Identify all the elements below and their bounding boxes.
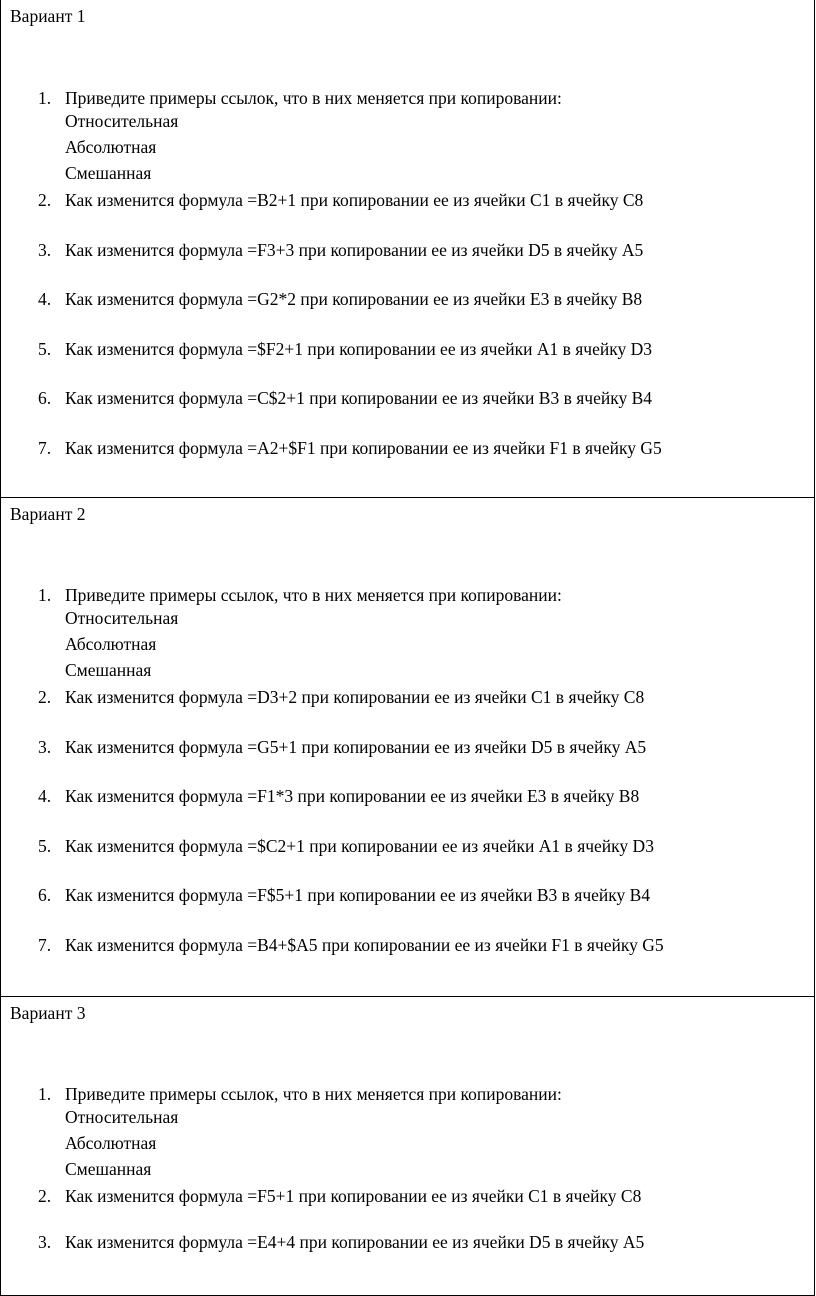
question-number: 3. [38, 240, 52, 260]
variant-2-cell [0, 497, 815, 997]
question-number: 1. [38, 1084, 52, 1104]
question-text: Как изменится формула =B2+1 при копировании ее из ячейки С1 в ячейку С8 [65, 190, 644, 210]
subitem-absolute: Абсолютная [65, 137, 157, 157]
question-text: Приведите примеры ссылок, что в них меняется при копировании: [65, 88, 562, 108]
question-number: 2. [38, 190, 52, 210]
question-text: Как изменится формула =E4+4 при копировании ее из ячейки D5 в ячейку А5 [65, 1232, 645, 1252]
variant-title: Вариант 1 [10, 6, 86, 26]
question-number: 5. [38, 339, 52, 359]
question-text: Как изменится формула =F3+3 при копировании ее из ячейки D5 в ячейку А5 [65, 240, 644, 260]
variant-title: Вариант 3 [10, 1003, 86, 1023]
subitem-mixed: Смешанная [65, 1159, 152, 1179]
question-text: Как изменится формула =$F2+1 при копировании ее из ячейки А1 в ячейку D3 [65, 339, 653, 359]
question-number: 7. [38, 438, 52, 458]
question-text: Как изменится формула =A2+$F1 при копировании ее из ячейки F1 в ячейку G5 [65, 438, 662, 458]
question-text: Как изменится формула =G2*2 при копировании ее из ячейки E3 в ячейку В8 [65, 289, 643, 309]
subitem-absolute: Абсолютная [65, 1133, 157, 1153]
question-text: Как изменится формула =F$5+1 при копировании ее из ячейки В3 в ячейку В4 [65, 885, 651, 905]
question-text: Как изменится формула =$C2+1 при копировании ее из ячейки А1 в ячейку D3 [65, 836, 654, 856]
question-text: Как изменится формула =C$2+1 при копировании ее из ячейки В3 в ячейку В4 [65, 388, 653, 408]
question-number: 4. [38, 289, 52, 309]
question-text: Как изменится формула =F5+1 при копировании ее из ячейки С1 в ячейку С8 [65, 1186, 642, 1206]
question-text: Как изменится формула =G5+1 при копировании ее из ячейки D5 в ячейку А5 [65, 737, 647, 757]
subitem-mixed: Смешанная [65, 660, 152, 680]
question-text: Как изменится формула =F1*3 при копировании ее из ячейки E3 в ячейку В8 [65, 786, 640, 806]
question-number: 6. [38, 885, 52, 905]
question-number: 7. [38, 935, 52, 955]
question-number: 3. [38, 1232, 52, 1252]
question-number: 5. [38, 836, 52, 856]
question-number: 1. [38, 88, 52, 108]
question-number: 1. [38, 585, 52, 605]
question-number: 4. [38, 786, 52, 806]
subitem-mixed: Смешанная [65, 163, 152, 183]
question-number: 2. [38, 1186, 52, 1206]
question-number: 6. [38, 388, 52, 408]
subitem-relative: Относительная [65, 1107, 179, 1127]
question-text: Как изменится формула =D3+2 при копировании ее из ячейки С1 в ячейку С8 [65, 687, 645, 707]
variant-title: Вариант 2 [10, 504, 86, 524]
question-number: 3. [38, 737, 52, 757]
variant-3-cell [0, 996, 815, 1296]
question-number: 2. [38, 687, 52, 707]
variant-1-cell [0, 0, 815, 498]
subitem-relative: Относительная [65, 111, 179, 131]
subitem-absolute: Абсолютная [65, 634, 157, 654]
question-text: Приведите примеры ссылок, что в них меняется при копировании: [65, 1084, 562, 1104]
question-text: Приведите примеры ссылок, что в них меняется при копировании: [65, 585, 562, 605]
question-text: Как изменится формула =B4+$A5 при копировании ее из ячейки F1 в ячейку G5 [65, 935, 664, 955]
subitem-relative: Относительная [65, 608, 179, 628]
